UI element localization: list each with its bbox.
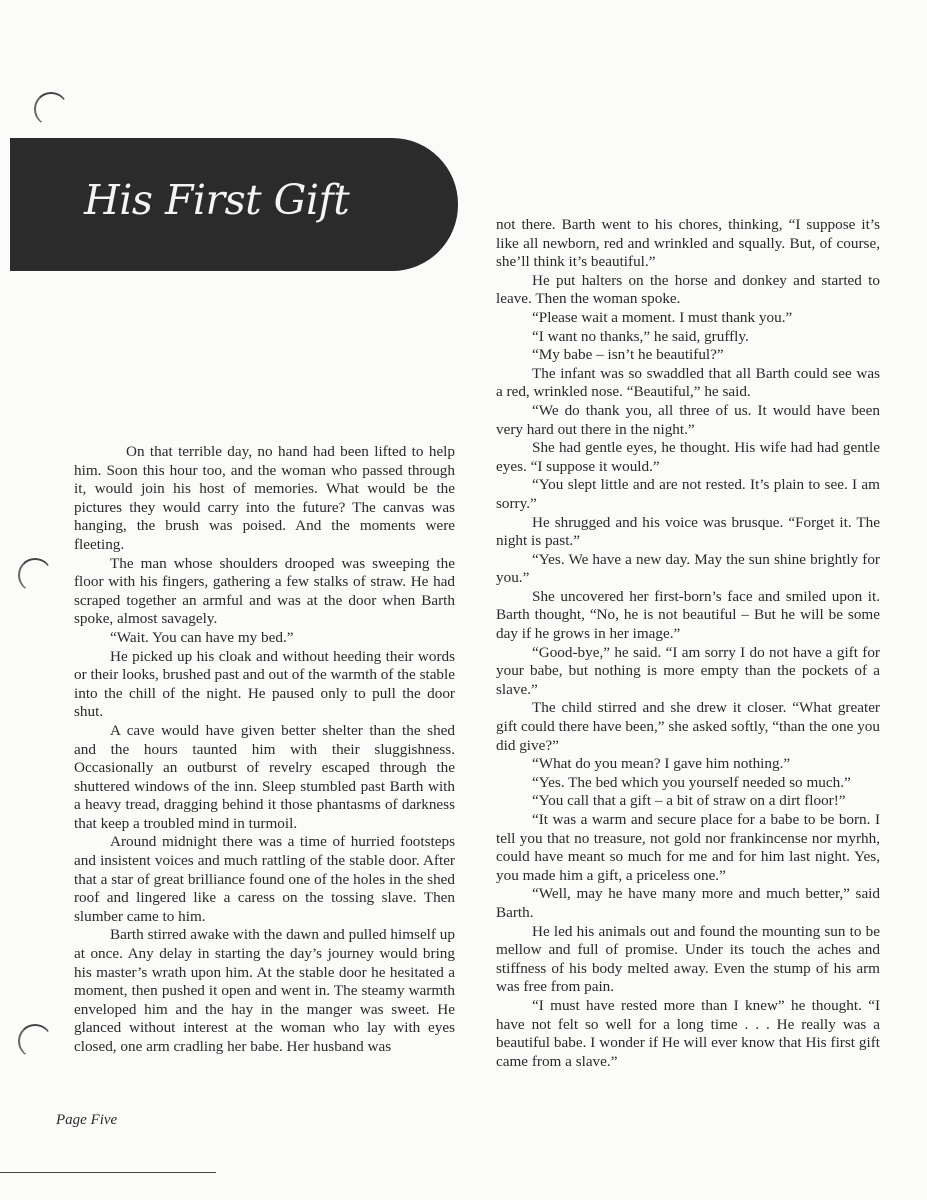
paragraph: He picked up his cloak and without heeding their words or their looks, brushed past and out of the warmth of the stable into the chill of the night. He paused only to pull the door shut. bbox=[74, 647, 455, 721]
paragraph: “We do thank you, all three of us. It would have been very hard out there in the night.” bbox=[496, 401, 880, 438]
paragraph: “What do you mean? I gave him nothing.” bbox=[532, 755, 791, 773]
paragraph: “You call that a gift – a bit of straw on a dirt floor!” bbox=[532, 792, 846, 810]
story-title: His First Gift bbox=[84, 176, 350, 224]
paragraph: She uncovered her first-born’s face and smiled upon it. Barth thought, “No, he is not beautiful – But he will be some day if he grows in her image.” bbox=[496, 587, 880, 643]
paragraph: A cave would have given better shelter than the shed and the hours taunted him with their sluggishness. Occasionally an outburst of revelry escaped through the shuttered windows of the inn. Sleep stumbled past Barth with a heavy tread, dragging behind it those phantasms of darkness that keep a troubled mind in turmoil. bbox=[74, 721, 455, 832]
paragraph: Barth stirred awake with the dawn and pulled himself up at once. Any delay in starting the day’s journey would bring his master’s wrath upon him. At the stable door he hesitated a moment, then pushed it open and went in. The steamy warmth enveloped him and the hay in the manger was sweet. He glanced without interest at the woman who lay with eyes closed, one arm cradling her babe. Her husband was bbox=[74, 926, 455, 1055]
paragraph: “I must have rested more than I knew” he thought. “I have not felt so well for a long time . . . He really was a beautiful babe. I wonder if He will ever know that His first gift came from a slave.” bbox=[496, 996, 880, 1070]
paragraph: “Good-bye,” he said. “I am sorry I do not have a gift for your babe, but nothing is more empty than the pockets of a slave.” bbox=[496, 643, 880, 698]
punch-hole-middle bbox=[18, 558, 52, 592]
footer-rule bbox=[0, 1172, 216, 1173]
paragraph: “Yes. The bed which you yourself needed so much.” bbox=[532, 773, 851, 791]
right-column bbox=[496, 216, 880, 1071]
paragraph: The man whose shoulders drooped was sweeping the floor with his fingers, gathering a few stalks of straw. He had scraped together an armful and was at the door when Barth spoke, almost savagely. bbox=[74, 554, 455, 628]
paragraph: She had gentle eyes, he thought. His wife had had gentle eyes. “I suppose it would.” bbox=[496, 439, 880, 475]
left-column bbox=[74, 443, 455, 1057]
paragraph: not there. Barth went to his chores, thinking, “I suppose it’s like all newborn, red and wrinkled and squally. But, of course, she’ll think it’s beautiful.” bbox=[496, 216, 880, 271]
paragraph: He led his animals out and found the mounting sun to be mellow and full of promise. Under its touch the aches and stiffness of his body melted away. Even the stump of his arm was free from pain. bbox=[496, 922, 880, 996]
punch-hole-top bbox=[34, 92, 68, 126]
paragraph: “Please wait a moment. I must thank you.” bbox=[532, 308, 793, 326]
paragraph: “My babe – isn’t he beautiful?” bbox=[532, 346, 724, 364]
paragraph: The infant was so swaddled that all Barth could see was a red, wrinkled nose. “Beautiful,” he said. bbox=[496, 364, 880, 401]
punch-hole-bottom bbox=[18, 1024, 52, 1058]
paragraph: On that terrible day, no hand had been lifted to help him. Soon this hour too, and the woman who passed through it, would join his host of memories. What would be the pictures they would carry into the future? The canvas was hanging, the brush was poised. And the moments were fleeting. bbox=[74, 443, 455, 553]
paragraph: “Yes. We have a new day. May the sun shine brightly for you.” bbox=[496, 550, 880, 587]
paragraph: He put halters on the horse and donkey and started to leave. Then the woman spoke. bbox=[496, 271, 880, 308]
paragraph: “Wait. You can have my bed.” bbox=[110, 628, 294, 646]
paragraph: “I want no thanks,” he said, gruffly. bbox=[532, 327, 749, 345]
page-number: Page Five bbox=[56, 1112, 118, 1128]
paragraph: Around midnight there was a time of hurried footsteps and insistent voices and much rattling of the stable door. After that a star of great brilliance found one of the holes in the shed roof and lingered like a caress on the tossing slave. Then slumber came to him. bbox=[74, 833, 455, 925]
paragraph: He shrugged and his voice was brusque. “Forget it. The night is past.” bbox=[496, 513, 880, 550]
paragraph: “Well, may he have many more and much better,” said Barth. bbox=[496, 885, 880, 921]
paragraph: The child stirred and she drew it closer. “What greater gift could there have been,” she asked softly, “than the one you did give?” bbox=[496, 699, 880, 754]
paragraph: “You slept little and are not rested. It’s plain to see. I am sorry.” bbox=[496, 476, 880, 512]
paragraph: “It was a warm and secure place for a babe to be born. I tell you that no treasure, not gold nor frankincense nor myrhh, could have meant so much for me and for him last night. Yes, you made him a gift, a priceless one.” bbox=[496, 811, 880, 884]
